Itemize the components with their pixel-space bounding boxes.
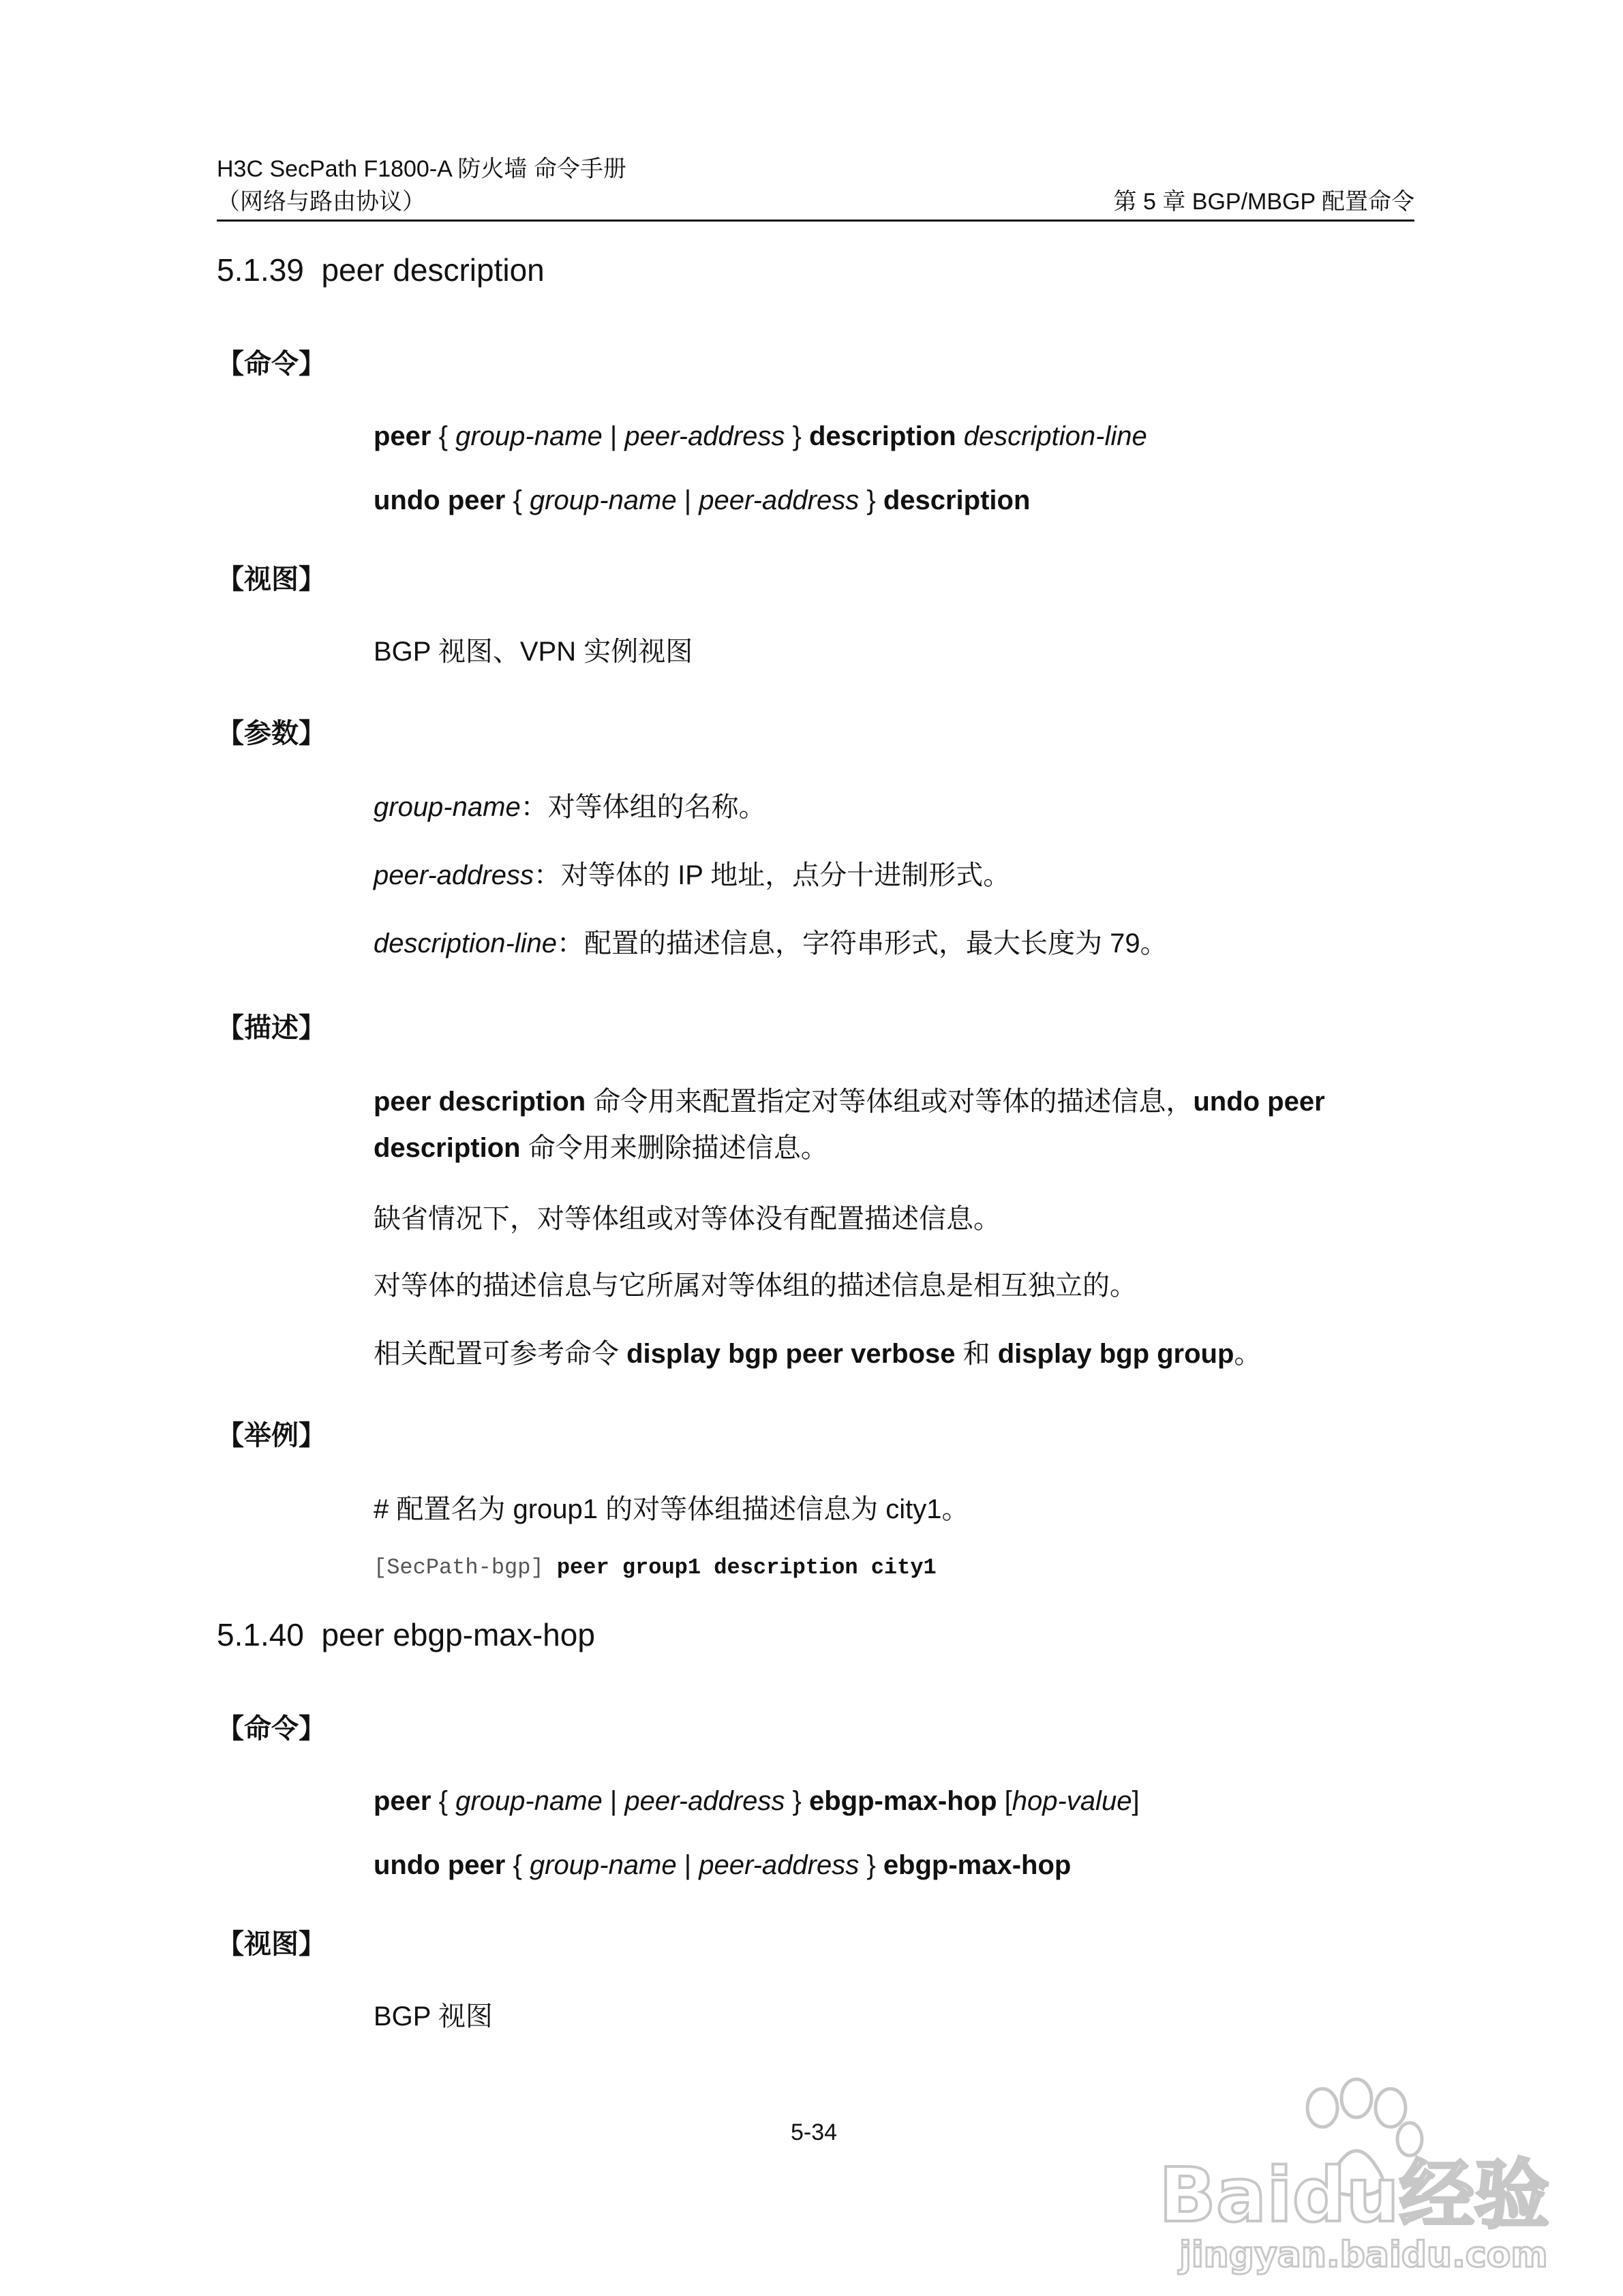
description-line-1: peer description 命令用来配置指定对等体组或对等体的描述信息，undo peer: [374, 1087, 1325, 1117]
command-syntax-2: undo peer { group-name | peer-address } ebgp-max-hop: [374, 1850, 1072, 1880]
command-syntax-1: peer { group-name | peer-address } ebgp-max-hop [hop-value]: [374, 1786, 1140, 1816]
header-title: H3C SecPath F1800-A 防火墙 命令手册: [217, 156, 626, 182]
example-code: [SecPath-bgp] peer group1 description city1: [374, 1555, 937, 1580]
example-text: # 配置名为 group1 的对等体组描述信息为 city1。: [374, 1494, 969, 1524]
section-title: peer description: [321, 252, 545, 288]
section-number: 5.1.39: [217, 252, 304, 288]
description-default: 缺省情况下，对等体组或对等体没有配置描述信息。: [374, 1204, 1001, 1234]
view-text: BGP 视图: [374, 2002, 493, 2031]
label-params: 【参数】: [217, 719, 326, 749]
watermark-url: jingyan.baidu.com: [1179, 2235, 1548, 2276]
view-text: BGP 视图、VPN 实例视图: [374, 637, 693, 667]
page-number: 5-34: [791, 2119, 838, 2145]
label-description: 【描述】: [217, 1013, 326, 1043]
section-heading-peer-ebgp-max-hop: [217, 1616, 595, 1654]
param-description-line: description-line：配置的描述信息，字符串形式，最大长度为 79。: [374, 928, 1168, 958]
section-title: peer ebgp-max-hop: [321, 1617, 595, 1652]
header-rule: [217, 220, 1414, 222]
param-group-name: group-name：对等体组的名称。: [374, 792, 766, 822]
description-related: 相关配置可参考命令 display bgp peer verbose 和 display bgp group。: [374, 1339, 1262, 1369]
section-heading-peer-description: [217, 251, 545, 289]
command-syntax-2: undo peer { group-name | peer-address } description: [374, 485, 1031, 515]
baidu-watermark: [1152, 2072, 1561, 2277]
label-view: 【视图】: [217, 564, 326, 594]
header-subtitle: （网络与路由协议）: [217, 189, 425, 215]
label-command: 【命令】: [217, 349, 326, 379]
label-command: 【命令】: [217, 1714, 326, 1744]
label-example: 【举例】: [217, 1421, 326, 1451]
description-independent: 对等体的描述信息与它所属对等体组的描述信息是相互独立的。: [374, 1271, 1137, 1301]
label-view: 【视图】: [217, 1929, 326, 1959]
watermark-brand: Baidu经验: [1159, 2151, 1549, 2239]
header-chapter: 第 5 章 BGP/MBGP 配置命令: [1113, 189, 1414, 215]
description-line-2: description 命令用来删除描述信息。: [374, 1133, 828, 1163]
command-syntax-1: peer { group-name | peer-address } description description-line: [374, 421, 1147, 451]
section-number: 5.1.40: [217, 1617, 304, 1652]
param-peer-address: peer-address：对等体的 IP 地址，点分十进制形式。: [374, 860, 1011, 890]
